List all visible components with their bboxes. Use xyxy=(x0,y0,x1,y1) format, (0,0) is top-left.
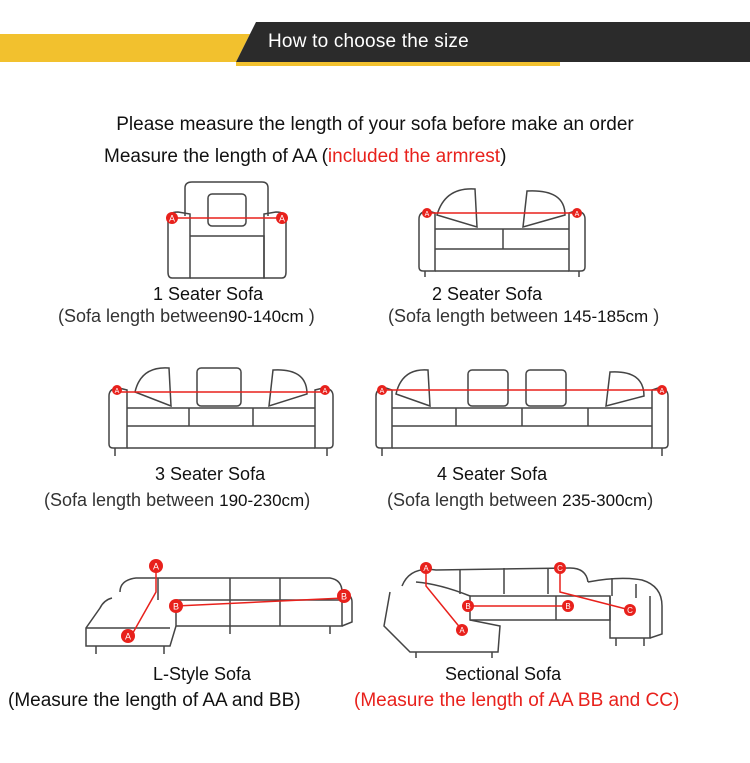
marker-a-right: A xyxy=(278,213,286,224)
sectional-sofa-illustration xyxy=(380,556,672,660)
marker-a-left: A xyxy=(168,213,176,224)
one-seater-label: 1 Seater Sofa xyxy=(153,284,264,304)
marker-a-top: A xyxy=(152,561,160,572)
three-seater-range: (Sofa length between 190-230cm) xyxy=(44,490,311,510)
marker-a-right: A xyxy=(659,388,665,395)
marker-a-left: A xyxy=(379,388,385,395)
marker-b-left: B xyxy=(465,602,471,611)
marker-b-right: B xyxy=(340,591,348,602)
sectional-label: Sectional Sofa xyxy=(445,664,562,684)
marker-b-right: B xyxy=(565,602,571,611)
marker-a-top: A xyxy=(423,564,429,573)
intro-line-2 xyxy=(104,146,506,168)
three-seater-sofa-illustration xyxy=(105,362,337,460)
four-seater-label: 4 Seater Sofa xyxy=(437,464,548,484)
four-seater-sofa-illustration xyxy=(372,364,672,460)
one-seater-sofa-illustration xyxy=(160,180,295,282)
intro-line-1: Please measure the length of your sofa before make an order xyxy=(116,114,634,135)
marker-a-left: A xyxy=(424,211,430,218)
intro-line-2-suffix: ) xyxy=(500,146,507,167)
one-seater-range-value: 90-140cm xyxy=(228,307,304,326)
l-style-note: (Measure the length of AA and BB) xyxy=(8,690,301,711)
intro-line-2-prefix: Measure the length of AA ( xyxy=(104,146,328,167)
marker-c-top: C xyxy=(557,564,563,573)
four-seater-range: (Sofa length between 235-300cm) xyxy=(387,490,654,510)
l-style-label: L-Style Sofa xyxy=(153,664,252,684)
marker-a-left: A xyxy=(114,388,120,395)
two-seater-range-value: 145-185cm xyxy=(563,307,649,326)
marker-a-right: A xyxy=(574,211,580,218)
two-seater-label: 2 Seater Sofa xyxy=(432,284,543,304)
two-seater-range: (Sofa length between 145-185cm ) xyxy=(388,306,660,326)
four-seater-range-value: 235-300cm xyxy=(562,491,648,510)
three-seater-range-value: 190-230cm xyxy=(219,491,305,510)
banner-title: How to choose the size xyxy=(268,31,469,52)
two-seater-sofa-illustration xyxy=(415,183,590,283)
intro-line-2-highlight: included the armrest xyxy=(327,146,501,167)
marker-b-left: B xyxy=(172,601,180,612)
marker-a-bottom: A xyxy=(459,626,465,635)
marker-c-right: C xyxy=(627,606,633,615)
one-seater-range: (Sofa length between90-140cm ) xyxy=(58,306,315,326)
l-style-sofa-illustration xyxy=(80,556,360,660)
sectional-note: (Measure the length of AA BB and CC) xyxy=(354,690,680,711)
marker-a-bottom: A xyxy=(124,631,132,642)
three-seater-label: 3 Seater Sofa xyxy=(155,464,266,484)
marker-a-right: A xyxy=(322,388,328,395)
